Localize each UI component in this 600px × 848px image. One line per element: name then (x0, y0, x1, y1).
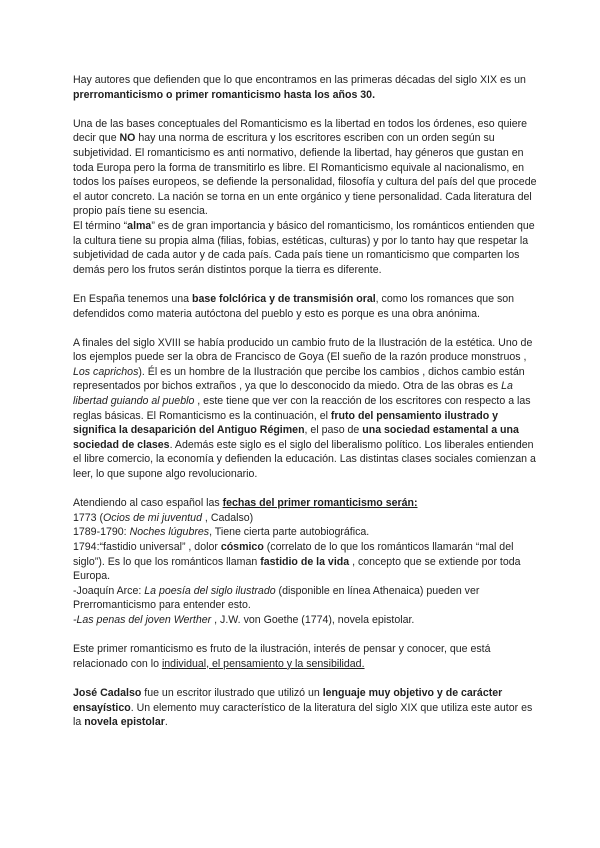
reference-arce: -Joaquín Arce: La poesía del siglo ilustrado (disponible en línea Athenaica) pueden ver Prerromanticismo para entender esto. (73, 584, 480, 612)
paragraph-libertad: Una de las bases conceptuales del Romanticismo es la libertad en todos los órdenes, eso quiere decir que NO hay una norma de escritura y los escritores escriben con un orden según su subjetividad. El romanticismo es anti normativo, defiende la libertad, hay géneros que gustan en toda Europa pero la forma de transmitirlo es libre. El Romanticismo equivale al nacionalismo, en todos los países europeos, se defiende la personalidad, filosofía y cultura del país del que procede el autor concreto. La nación se torna en un ente orgánico y tiene personalidad. Cada literatura del propio país tiene su esencia. (73, 117, 537, 218)
paragraph-fechas-intro: Atendiendo al caso español las fechas del primer romanticismo serán: (73, 497, 418, 510)
paragraph-gap (73, 321, 540, 336)
paragraph-prerromanticismo: Hay autores que defienden que lo que encontramos en las primeras décadas del siglo XIX es un prerromanticismo o primer romanticismo hasta los años 30. (73, 74, 526, 101)
paragraph-primer-romanticismo: Este primer romanticismo es fruto de la ilustración, interés de pensar y conocer, que está relacionado con lo individual, el pensamiento y la sensibilidad. (73, 643, 491, 670)
paragraph-espana: En España tenemos una base folclórica y de transmisión oral, como los romances que son defendidos como materia autóctona del pueblo y esto es porque es una obra anónima. (73, 292, 515, 320)
date-entry-1789: 1789-1790: Noches lúgubres, Tiene cierta parte autobiográfica. (73, 526, 370, 539)
date-entry-1773: 1773 (Ocios de mi juventud , Cadalso) (73, 511, 254, 524)
paragraph-ilustracion: A finales del siglo XVIII se había producido un cambio fruto de la Ilustración de la estética. Uno de los ejemplos puede ser la obra de Francisco de Goya (El sueño de la razón produce monstruos , Los caprichos). Él es un hombre de la Ilustración que percibe los cambios , dichos cambio están representados por bichos extraños , ya que lo desconocido da miedo. Otra de las obras es La libertad guiando al pueblo , este tiene que ver con la reacción de los escritores con respecto a las reglas básicas. El Romanticismo es la continuación, el fruto del pensamiento ilustrado y significa la desaparición del Antiguo Régimen, el paso de una sociedad estamental a una sociedad de clases. Además este siglo es el siglo del liberalismo político. Los liberales entienden el libre comercio, la economía y defienden la educación. Las distintas clases sociales comienzan a leer, lo que supone algo revolucionario. (73, 336, 536, 481)
paragraph-cadalso: José Cadalso fue un escritor ilustrado que utilizó un lenguaje muy objetivo y de carácter ensayístico. Un elemento muy característico de la literatura del siglo XIX que utiliza este autor es la novela epistolar. (73, 686, 533, 729)
paragraph-gap (73, 482, 540, 497)
paragraph-gap (73, 102, 540, 117)
paragraph-gap (73, 628, 540, 643)
paragraph-gap (73, 277, 540, 292)
reference-werther: -Las penas del joven Werther , J.W. von Goethe (1774), novela epistolar. (73, 613, 415, 626)
date-entry-1794: 1794:“fastidio universal” , dolor cósmico (correlato de lo que los románticos llamarán “mal del siglo”). Es lo que los románticos llaman fastidio de la vida , concepto que se extiende por toda Europa. (73, 541, 521, 583)
paragraph-alma: El término “alma” es de gran importancia y básico del romanticismo, los románticos entienden que la cultura tiene su propia alma (filias, fobias, estéticas, culturas) y por lo tanto hay que respetar la subjetividad de cada autor y de cada país. Cada país tiene un romanticismo que comparten los demás pero los frutos serán distintos porque la tierra es diferente. (73, 219, 535, 276)
paragraph-gap (73, 671, 540, 686)
